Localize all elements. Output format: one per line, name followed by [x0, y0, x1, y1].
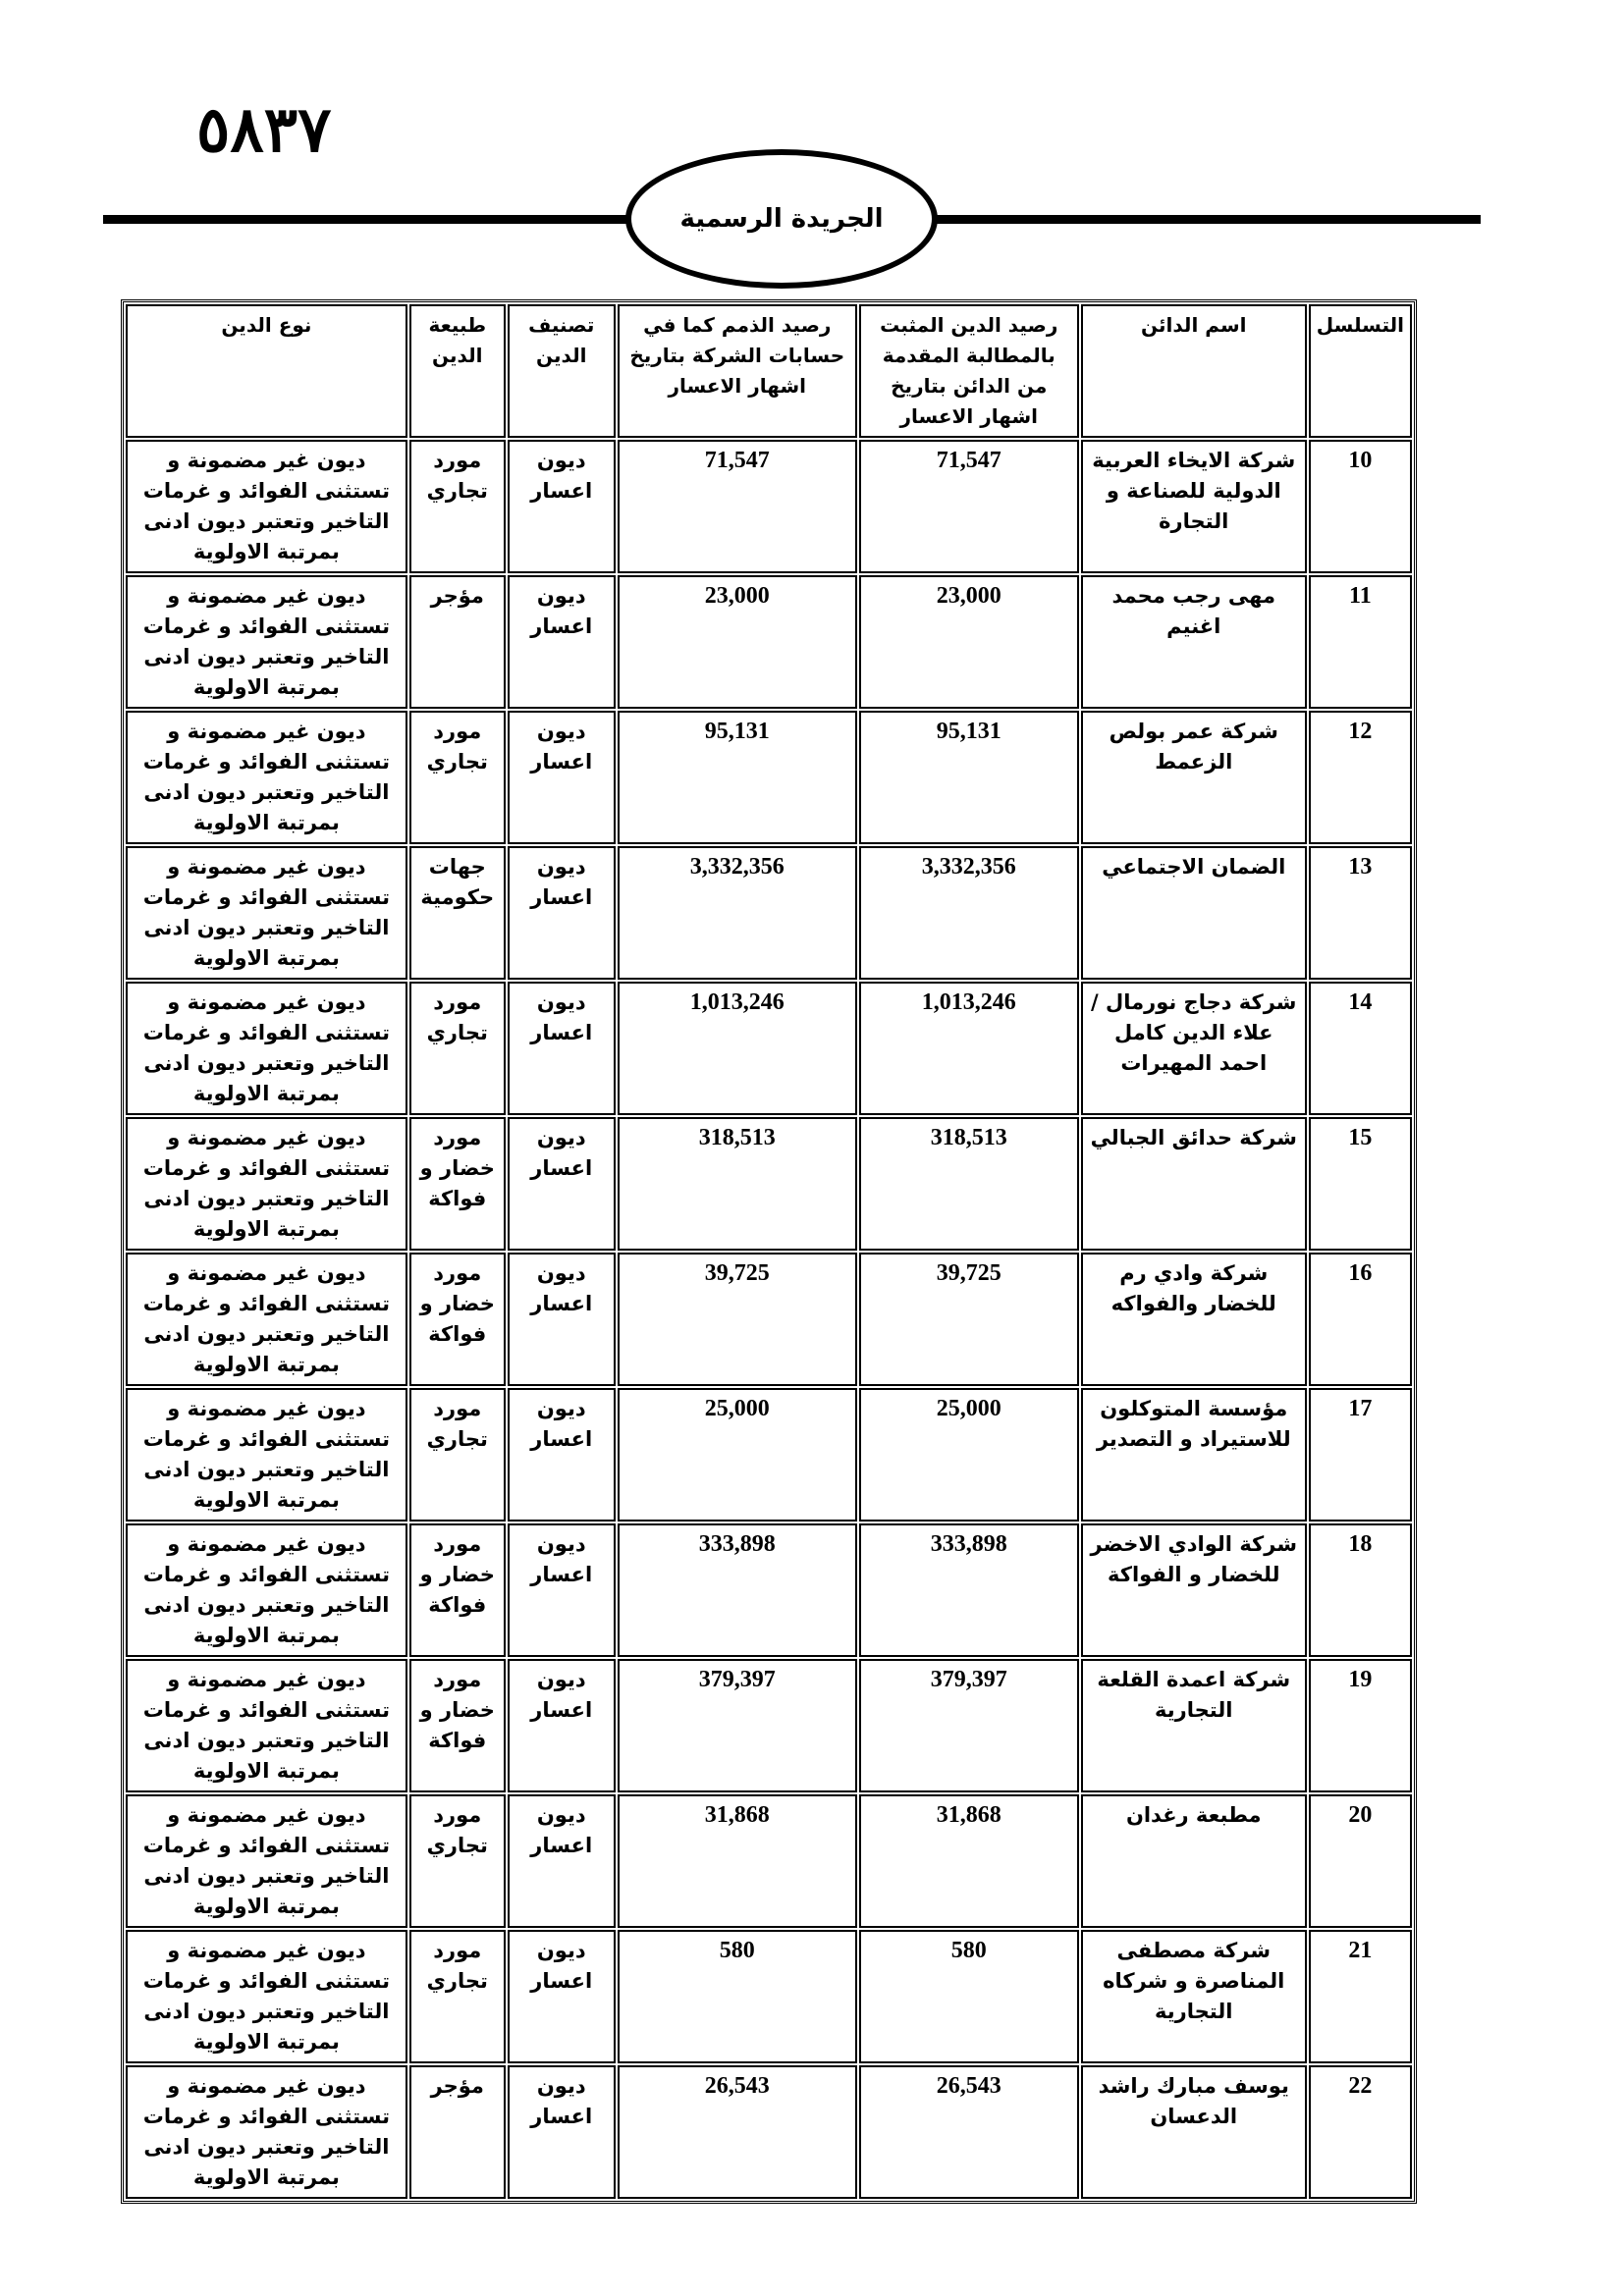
- cell-seq: 16: [1309, 1253, 1412, 1386]
- cell-creditor: مهى رجب محمد اغنيم: [1081, 575, 1307, 709]
- cell-creditor: الضمان الاجتماعي: [1081, 846, 1307, 980]
- cell-class: ديون اعسار: [508, 1794, 616, 1928]
- cell-nature: مورد تجاري: [409, 440, 506, 573]
- table-row: [126, 1794, 1412, 1928]
- cell-claimed: 95,131: [859, 711, 1079, 844]
- cell-nature: مورد تجاري: [409, 1388, 506, 1522]
- cell-class: ديون اعسار: [508, 1523, 616, 1657]
- cell-seq: 10: [1309, 440, 1412, 573]
- cell-creditor: شركة وادي رم للخضار والفواكه: [1081, 1253, 1307, 1386]
- cell-type: ديون غير مضمونة و تستثنى الفوائد و غرمات التاخير وتعتبر ديون ادنى بمرتبة الاولوية: [126, 982, 407, 1115]
- cell-seq: 18: [1309, 1523, 1412, 1657]
- table-row: [126, 1253, 1412, 1386]
- cell-books: 71,547: [618, 440, 857, 573]
- cell-nature: مورد تجاري: [409, 1794, 506, 1928]
- cell-type: ديون غير مضمونة و تستثنى الفوائد و غرمات التاخير وتعتبر ديون ادنى بمرتبة الاولوية: [126, 1523, 407, 1657]
- cell-type: ديون غير مضمونة و تستثنى الفوائد و غرمات التاخير وتعتبر ديون ادنى بمرتبة الاولوية: [126, 1117, 407, 1251]
- cell-nature: مورد خضار و فواكة: [409, 1253, 506, 1386]
- cell-claimed: 580: [859, 1930, 1079, 2063]
- cell-seq: 20: [1309, 1794, 1412, 1928]
- table-row: [126, 2065, 1412, 2199]
- cell-nature: مورد تجاري: [409, 1930, 506, 2063]
- cell-claimed: 26,543: [859, 2065, 1079, 2199]
- cell-claimed: 3,332,356: [859, 846, 1079, 980]
- cell-type: ديون غير مضمونة و تستثنى الفوائد و غرمات التاخير وتعتبر ديون ادنى بمرتبة الاولوية: [126, 440, 407, 573]
- cell-creditor: شركة الايخاء العربية الدولية للصناعة و التجارة: [1081, 440, 1307, 573]
- cell-books: 3,332,356: [618, 846, 857, 980]
- cell-books: 1,013,246: [618, 982, 857, 1115]
- cell-class: ديون اعسار: [508, 1659, 616, 1792]
- cell-class: ديون اعسار: [508, 1930, 616, 2063]
- table-row: [126, 1930, 1412, 2063]
- header-type: نوع الدين: [126, 304, 407, 438]
- cell-claimed: 71,547: [859, 440, 1079, 573]
- cell-books: 31,868: [618, 1794, 857, 1928]
- cell-books: 39,725: [618, 1253, 857, 1386]
- cell-claimed: 25,000: [859, 1388, 1079, 1522]
- table-header-row: [126, 304, 1412, 438]
- cell-claimed: 31,868: [859, 1794, 1079, 1928]
- cell-creditor: شركة حدائق الجبالي: [1081, 1117, 1307, 1251]
- cell-claimed: 1,013,246: [859, 982, 1079, 1115]
- cell-class: ديون اعسار: [508, 1117, 616, 1251]
- gazette-title-ellipse: [625, 149, 938, 289]
- header-creditor: اسم الدائن: [1081, 304, 1307, 438]
- cell-nature: مورد خضار و فواكة: [409, 1117, 506, 1251]
- cell-books: 580: [618, 1930, 857, 2063]
- header-class: تصنيف الدين: [508, 304, 616, 438]
- cell-nature: مورد تجاري: [409, 711, 506, 844]
- cell-seq: 15: [1309, 1117, 1412, 1251]
- cell-class: ديون اعسار: [508, 1253, 616, 1386]
- cell-nature: مورد خضار و فواكة: [409, 1659, 506, 1792]
- cell-claimed: 318,513: [859, 1117, 1079, 1251]
- cell-type: ديون غير مضمونة و تستثنى الفوائد و غرمات التاخير وتعتبر ديون ادنى بمرتبة الاولوية: [126, 846, 407, 980]
- cell-books: 333,898: [618, 1523, 857, 1657]
- cell-class: ديون اعسار: [508, 982, 616, 1115]
- cell-type: ديون غير مضمونة و تستثنى الفوائد و غرمات التاخير وتعتبر ديون ادنى بمرتبة الاولوية: [126, 1253, 407, 1386]
- table-row: [126, 846, 1412, 980]
- cell-type: ديون غير مضمونة و تستثنى الفوائد و غرمات التاخير وتعتبر ديون ادنى بمرتبة الاولوية: [126, 1388, 407, 1522]
- table-row: [126, 1659, 1412, 1792]
- cell-nature: جهات حكومية: [409, 846, 506, 980]
- cell-books: 23,000: [618, 575, 857, 709]
- table-row: [126, 575, 1412, 709]
- cell-type: ديون غير مضمونة و تستثنى الفوائد و غرمات التاخير وتعتبر ديون ادنى بمرتبة الاولوية: [126, 2065, 407, 2199]
- cell-nature: مؤجر: [409, 575, 506, 709]
- page-number: ٥٨٣٧: [196, 93, 332, 167]
- cell-claimed: 23,000: [859, 575, 1079, 709]
- cell-seq: 22: [1309, 2065, 1412, 2199]
- cell-class: ديون اعسار: [508, 2065, 616, 2199]
- cell-type: ديون غير مضمونة و تستثنى الفوائد و غرمات التاخير وتعتبر ديون ادنى بمرتبة الاولوية: [126, 1794, 407, 1928]
- cell-seq: 19: [1309, 1659, 1412, 1792]
- table-row: [126, 1117, 1412, 1251]
- cell-class: ديون اعسار: [508, 575, 616, 709]
- cell-nature: مؤجر: [409, 2065, 506, 2199]
- cell-seq: 11: [1309, 575, 1412, 709]
- table-row: [126, 1523, 1412, 1657]
- cell-creditor: شركة اعمدة القلعة التجارية: [1081, 1659, 1307, 1792]
- table-row: [126, 440, 1412, 573]
- header-claimed: رصيد الدين المثبت بالمطالبة المقدمة من الدائن بتاريخ اشهار الاعسار: [859, 304, 1079, 438]
- cell-creditor: شركة دجاج نورمال / علاء الدين كامل احمد المهيرات: [1081, 982, 1307, 1115]
- header-books: رصيد الذمم كما في حسابات الشركة بتاريخ اشهار الاعسار: [618, 304, 857, 438]
- cell-books: 318,513: [618, 1117, 857, 1251]
- cell-type: ديون غير مضمونة و تستثنى الفوائد و غرمات التاخير وتعتبر ديون ادنى بمرتبة الاولوية: [126, 575, 407, 709]
- creditors-table: [121, 299, 1417, 2204]
- cell-books: 379,397: [618, 1659, 857, 1792]
- cell-books: 26,543: [618, 2065, 857, 2199]
- cell-seq: 17: [1309, 1388, 1412, 1522]
- table-row: [126, 982, 1412, 1115]
- cell-books: 95,131: [618, 711, 857, 844]
- cell-seq: 21: [1309, 1930, 1412, 2063]
- table-row: [126, 711, 1412, 844]
- gazette-title: الجريدة الرسمية: [679, 204, 884, 234]
- cell-type: ديون غير مضمونة و تستثنى الفوائد و غرمات التاخير وتعتبر ديون ادنى بمرتبة الاولوية: [126, 711, 407, 844]
- cell-creditor: يوسف مبارك راشد الدعسان: [1081, 2065, 1307, 2199]
- cell-claimed: 379,397: [859, 1659, 1079, 1792]
- cell-class: ديون اعسار: [508, 846, 616, 980]
- cell-books: 25,000: [618, 1388, 857, 1522]
- header-seq: التسلسل: [1309, 304, 1412, 438]
- cell-creditor: شركة عمر بولص الزعمط: [1081, 711, 1307, 844]
- cell-creditor: شركة مصطفى المناصرة و شركاه التجارية: [1081, 1930, 1307, 2063]
- cell-class: ديون اعسار: [508, 440, 616, 573]
- cell-seq: 14: [1309, 982, 1412, 1115]
- cell-seq: 12: [1309, 711, 1412, 844]
- cell-creditor: مطبعة رغدان: [1081, 1794, 1307, 1928]
- table-row: [126, 1388, 1412, 1522]
- header-nature: طبيعة الدين: [409, 304, 506, 438]
- cell-creditor: شركة الوادي الاخضر للخضار و الفواكة: [1081, 1523, 1307, 1657]
- cell-seq: 13: [1309, 846, 1412, 980]
- cell-creditor: مؤسسة المتوكلون للاستيراد و التصدير: [1081, 1388, 1307, 1522]
- cell-nature: مورد تجاري: [409, 982, 506, 1115]
- cell-class: ديون اعسار: [508, 1388, 616, 1522]
- cell-type: ديون غير مضمونة و تستثنى الفوائد و غرمات التاخير وتعتبر ديون ادنى بمرتبة الاولوية: [126, 1659, 407, 1792]
- cell-claimed: 39,725: [859, 1253, 1079, 1386]
- cell-claimed: 333,898: [859, 1523, 1079, 1657]
- cell-class: ديون اعسار: [508, 711, 616, 844]
- cell-nature: مورد خضار و فواكة: [409, 1523, 506, 1657]
- cell-type: ديون غير مضمونة و تستثنى الفوائد و غرمات التاخير وتعتبر ديون ادنى بمرتبة الاولوية: [126, 1930, 407, 2063]
